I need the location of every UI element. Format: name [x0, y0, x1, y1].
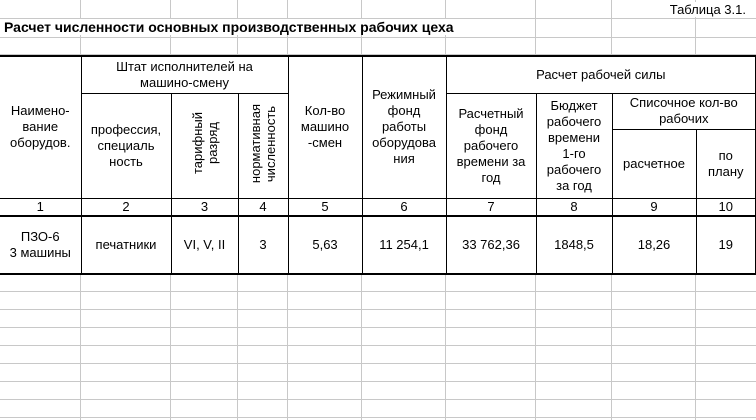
column-number: 5	[288, 198, 362, 216]
header-calc-fund: Расчетный фонд рабочего времени за год	[446, 93, 536, 198]
header-workforce-group: Расчет рабочей силы	[446, 56, 756, 93]
column-number: 6	[362, 198, 446, 216]
header-grade: тарифный разряд	[171, 93, 238, 198]
column-number: 2	[81, 198, 171, 216]
column-number: 1	[0, 198, 81, 216]
cell-plan: 19	[696, 216, 756, 274]
cell-budget: 1848,5	[536, 216, 612, 274]
cell-calc-fund: 33 762,36	[446, 216, 536, 274]
header-list-group: Списочное кол-во рабочих	[612, 93, 756, 129]
page-title: Расчет численности основных производственных рабочих цеха	[4, 19, 458, 35]
header-calc: расчетное	[612, 129, 696, 198]
header-staff-group: Штат исполнителей на машино-смену	[81, 56, 288, 93]
header-plan: по плану	[696, 129, 756, 198]
column-number: 10	[696, 198, 756, 216]
cell-calc: 18,26	[612, 216, 696, 274]
column-number: 9	[612, 198, 696, 216]
cell-grade: VI, V, II	[171, 216, 238, 274]
header-equipment: Наимено- вание оборудов.	[0, 56, 81, 198]
workforce-table	[0, 55, 756, 275]
cell-profession: печатники	[81, 216, 171, 274]
cell-mode-fund: 11 254,1	[362, 216, 446, 274]
cell-equipment: ПЗО-6 3 машины	[0, 216, 81, 274]
header-budget: Бюджет рабочего времени 1-го рабочего за год	[536, 93, 612, 198]
table-row	[0, 216, 756, 274]
header-machine-shifts: Кол-во машино -смен	[288, 56, 362, 198]
header-profession: профессия, специаль ность	[81, 93, 171, 198]
column-number: 7	[446, 198, 536, 216]
table-caption: Таблица 3.1.	[669, 2, 746, 17]
column-number: 4	[238, 198, 288, 216]
cell-norm-count: 3	[238, 216, 288, 274]
column-number-row	[0, 198, 756, 216]
cell-machine-shifts: 5,63	[288, 216, 362, 274]
header-mode-fund: Режимный фонд работы оборудова ния	[362, 56, 446, 198]
column-number: 3	[171, 198, 238, 216]
header-norm-count: нормативная численность	[238, 93, 288, 198]
column-number: 8	[536, 198, 612, 216]
